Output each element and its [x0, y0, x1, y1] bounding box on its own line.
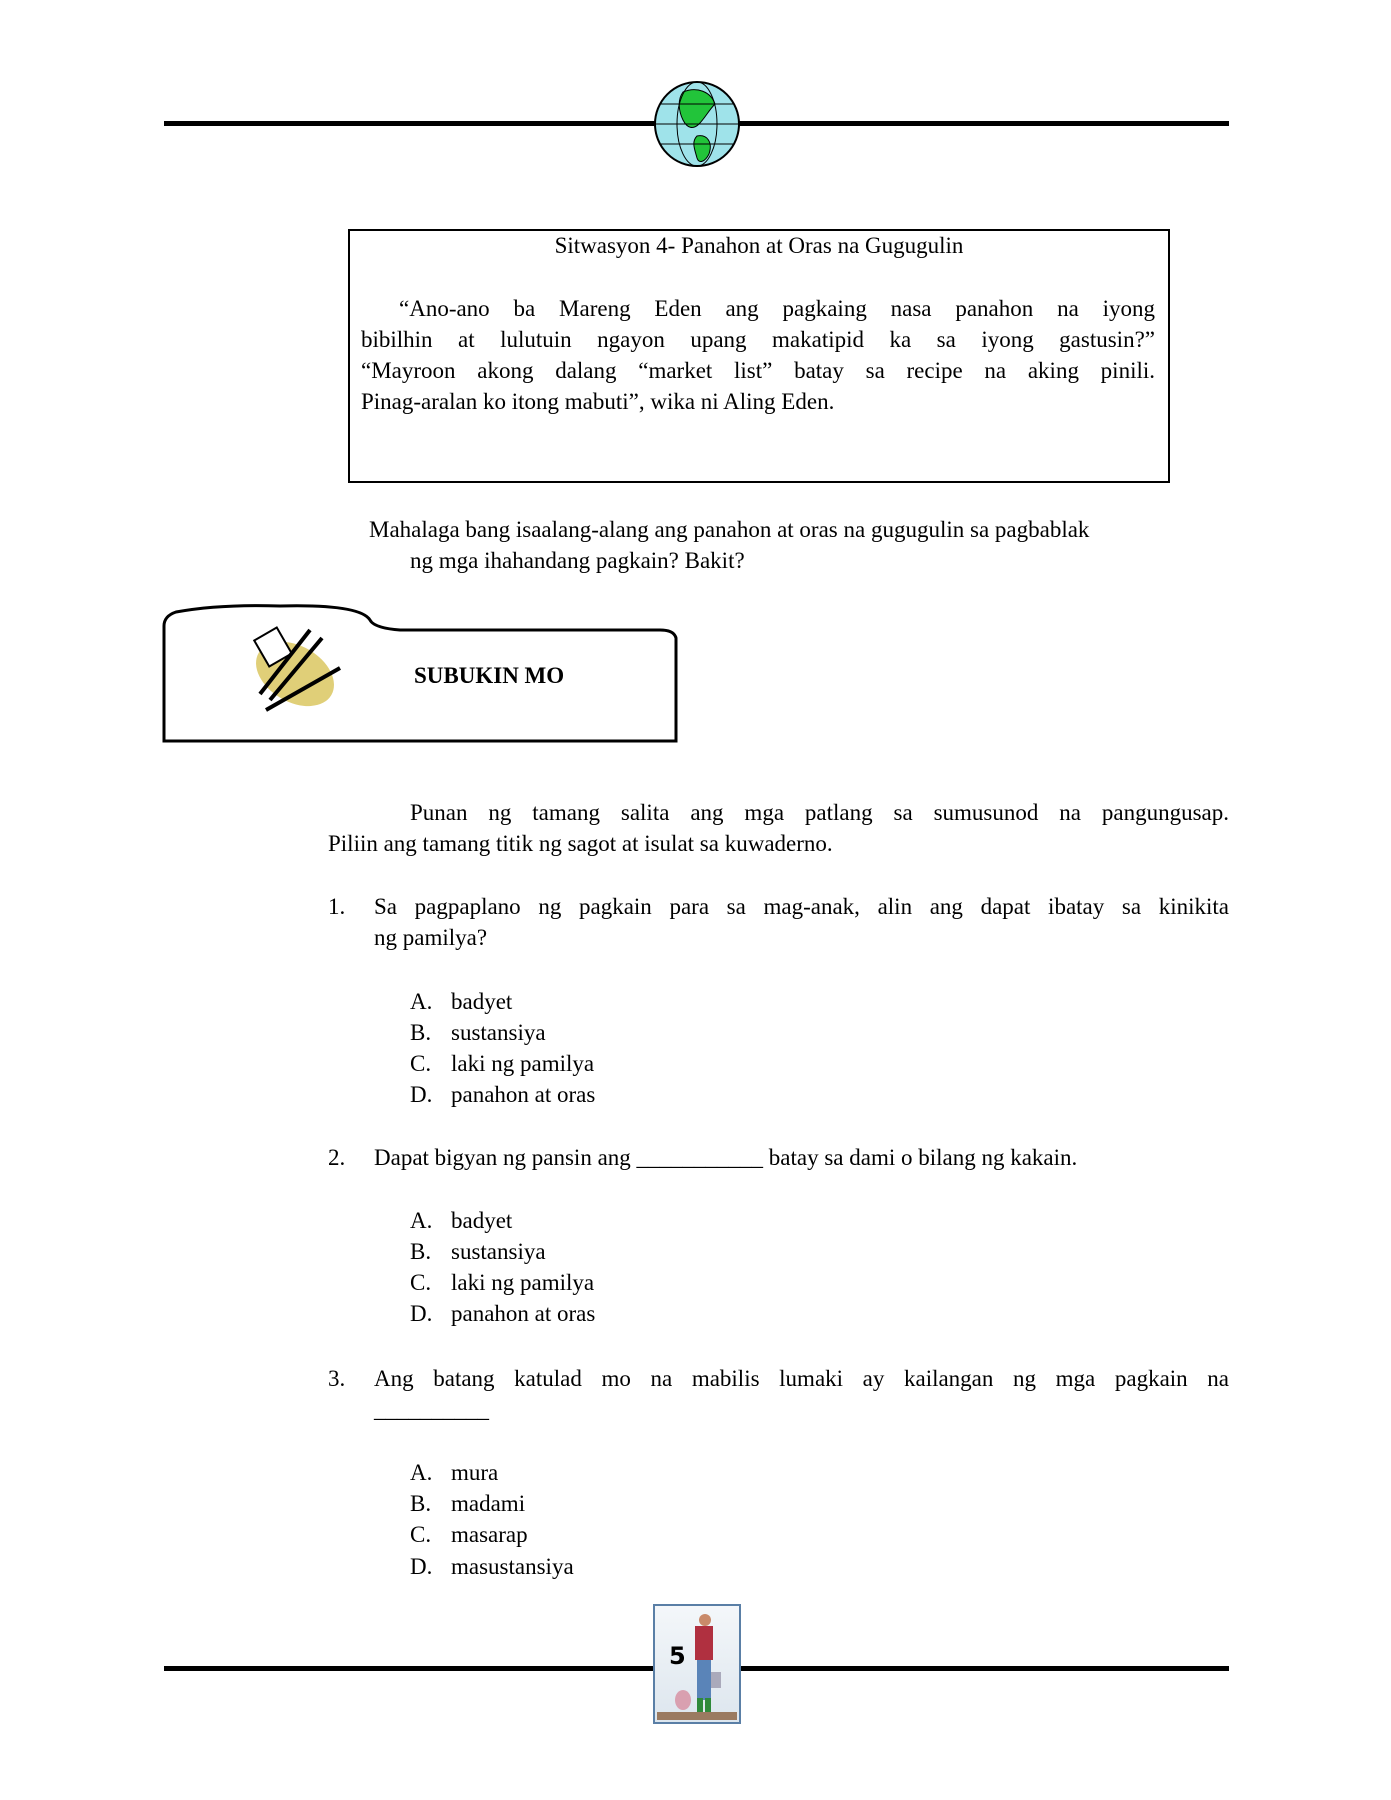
pencils-icon	[240, 622, 350, 712]
question-text: Ang batang katulad mo na mabilis lumaki ay kailangan ng mga pagkain na	[374, 1366, 1229, 1391]
question-text: Dapat bigyan ng pansin ang ___________ batay sa dami o bilang ng kakain.	[374, 1145, 1078, 1170]
option-letter: B.	[410, 1239, 432, 1264]
page-number: 5	[669, 1642, 686, 1670]
option-letter: A.	[410, 1208, 433, 1233]
option-letter: B.	[410, 1020, 432, 1045]
option-letter: D.	[410, 1554, 433, 1579]
reflection-question: ng mga ihahandang pagkain? Bakit?	[410, 548, 745, 573]
option-text: madami	[451, 1491, 526, 1516]
option-text: badyet	[451, 989, 513, 1014]
answer-blank: __________	[374, 1397, 489, 1422]
question-number: 2.	[328, 1145, 346, 1170]
option-text: sustansiya	[451, 1020, 546, 1045]
option-letter: C.	[410, 1522, 432, 1547]
globe-icon	[653, 80, 741, 168]
situation-text-line: “Mayroon akong dalang “market list” batay sa recipe na aking pinili.	[361, 358, 1155, 383]
situation-text-line: bibilhin at lulutuin ngayon upang makatipid ka sa iyong gastusin?”	[361, 327, 1155, 352]
question-text: Sa pagpaplano ng pagkain para sa mag-anak, alin ang dapat ibatay sa kinikita	[374, 894, 1229, 919]
option-text: laki ng pamilya	[451, 1051, 595, 1076]
instructions-line: Piliin ang tamang titik ng sagot at isulat sa kuwaderno.	[328, 831, 833, 856]
option-text: panahon at oras	[451, 1082, 596, 1107]
option-letter: D.	[410, 1082, 433, 1107]
section-title: SUBUKIN MO	[414, 663, 565, 688]
option-text: masarap	[451, 1522, 528, 1547]
option-letter: C.	[410, 1270, 432, 1295]
question-number: 1.	[328, 894, 346, 919]
question-text: ng pamilya?	[374, 925, 488, 950]
situation-text-line: Pinag-aralan ko itong mabuti”, wika ni Aling Eden.	[361, 389, 835, 414]
option-text: mura	[451, 1460, 499, 1485]
option-letter: A.	[410, 1460, 433, 1485]
question-number: 3.	[328, 1366, 346, 1391]
option-text: laki ng pamilya	[451, 1270, 595, 1295]
option-text: panahon at oras	[451, 1301, 596, 1326]
reflection-question: Mahalaga bang isaalang-alang ang panahon at oras na gugugulin sa pagbablak	[369, 517, 1090, 542]
option-letter: A.	[410, 989, 433, 1014]
situation-text-line: “Ano-ano ba Mareng Eden ang pagkaing nasa panahon na iyong	[399, 296, 1155, 321]
farmer-with-pig-icon	[653, 1604, 741, 1724]
instructions-line: Punan ng tamang salita ang mga patlang sa sumusunod na pangungusap.	[410, 800, 1229, 825]
option-text: masustansiya	[451, 1554, 574, 1579]
option-text: sustansiya	[451, 1239, 546, 1264]
option-text: badyet	[451, 1208, 513, 1233]
option-letter: D.	[410, 1301, 433, 1326]
option-letter: C.	[410, 1051, 432, 1076]
option-letter: B.	[410, 1491, 432, 1516]
situation-title: Sitwasyon 4- Panahon at Oras na Gugugulin	[554, 233, 964, 258]
